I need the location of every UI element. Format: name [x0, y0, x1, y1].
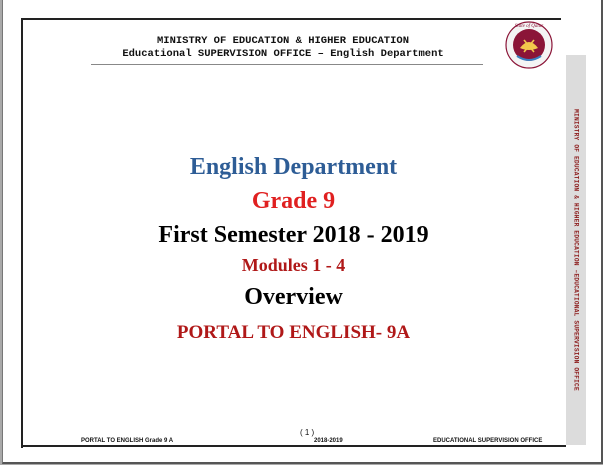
- footer-office: EDUCATIONAL SUPERVISION OFFICE: [433, 438, 543, 444]
- side-label: MINISTRY OF EDUCATION & HIGHER EDUCATION –EDUCATIONAL SUPERVISION OFFICE: [572, 109, 580, 391]
- footer-year: 2018-2019: [314, 438, 343, 444]
- header-ministry: MINISTRY OF EDUCATION & HIGHER EDUCATION: [156, 35, 410, 47]
- qatar-emblem-icon: [500, 18, 558, 70]
- header-divider: [91, 64, 483, 65]
- overview-title: Overview: [244, 284, 343, 310]
- grade-title: Grade 9: [251, 188, 336, 214]
- modules-title: Modules 1 - 4: [241, 255, 346, 275]
- department-title: English Department: [189, 154, 398, 180]
- semester-title: First Semester 2018 - 2019: [158, 222, 429, 248]
- header: [63, 35, 503, 61]
- bottom-border: [21, 445, 566, 447]
- page-number: ( 1 ): [300, 428, 315, 437]
- footer-book: PORTAL TO ENGLISH Grade 9 A: [81, 438, 174, 444]
- logo-text: State of Qatar: [514, 24, 544, 29]
- document-page: [2, 0, 603, 464]
- header-office: Educational SUPERVISION OFFICE – English Department: [122, 48, 444, 60]
- portal-title: PORTAL TO ENGLISH- 9A: [176, 322, 411, 343]
- top-border: [21, 18, 561, 20]
